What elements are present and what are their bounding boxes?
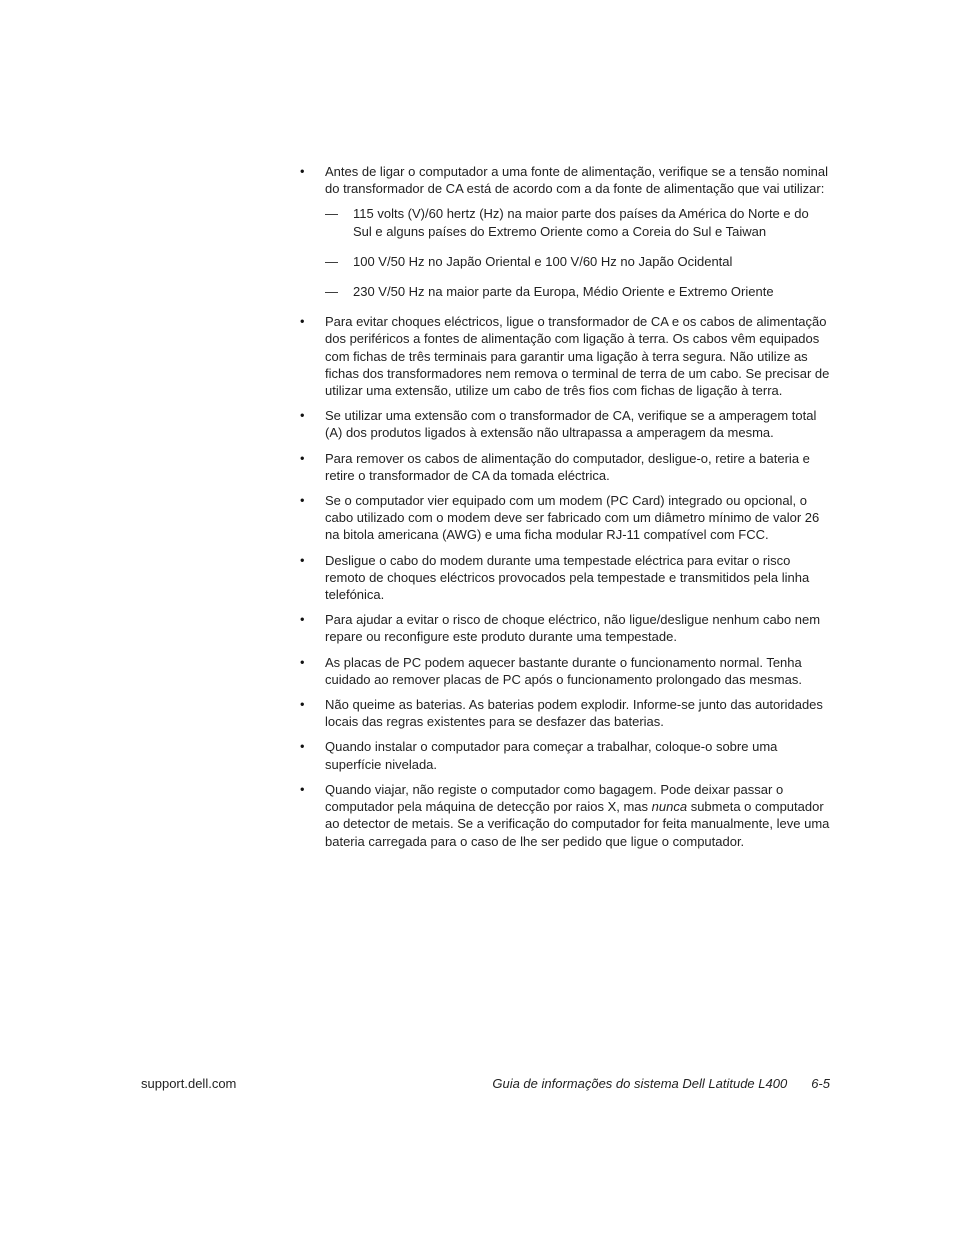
bullet-icon: • (300, 781, 305, 796)
bullet-icon: • (300, 654, 305, 669)
sublist-text: 100 V/50 Hz no Japão Oriental e 100 V/60 Hz no Japão Ocidental (353, 253, 733, 269)
bullet-icon: • (300, 612, 305, 627)
bullet-icon: • (300, 493, 305, 508)
page-number: 6-5 (811, 1076, 830, 1091)
voltage-sublist (325, 205, 830, 300)
bullet-text: Não queime as baterias. As baterias podem explodir. Informe-se junto das autoridades locais das regras existentes para se desfazer das baterias. (325, 697, 823, 730)
bullet-text: Quando instalar o computador para começar a trabalhar, coloque-o sobre uma superfície nivelada. (325, 739, 778, 772)
list-item (300, 654, 830, 688)
list-item (300, 611, 830, 645)
sublist-item (325, 205, 830, 239)
bullet-text: Se o computador vier equipado com um modem (PC Card) integrado ou opcional, o cabo utilizado com o modem deve ser fabricado com um diâmetro mínimo de valor 26 na bitola americana (AWG) e uma ficha modular RJ-11 compatível com FCC. (325, 493, 820, 543)
bullet-text-before: Quando viajar, não registe o computador como bagagem. Pode deixar passar o computador pela máquina de detecção por raios X, mas (325, 781, 784, 815)
bullet-icon: • (300, 450, 305, 465)
sublist-text: 115 volts (V)/60 hertz (Hz) na maior parte dos países da América do Norte e do Sul e alguns países do Extremo Oriente como a Coreia do Sul e Taiwan (353, 206, 809, 239)
bullet-text: Desligue o cabo do modem durante uma tempestade eléctrica para evitar o risco remoto de choques eléctricos provocados pela tempestade e transmitidos pela linha telefónica. (325, 552, 810, 603)
bullet-icon: • (300, 314, 305, 329)
dash-icon: — (325, 284, 338, 300)
bullet-text: As placas de PC podem aquecer bastante durante o funcionamento normal. Tenha cuidado ao remover placas de PC após o funcionamento prolongado das mesmas. (325, 654, 802, 687)
list-item (300, 407, 830, 441)
footer-title (300, 1075, 830, 1092)
list-item (300, 492, 830, 544)
bullet-text: Para remover os cabos de alimentação do computador, desligue-o, retire a bateria e retire o transformador de CA da tomada eléctrica. (325, 450, 810, 483)
list-item (300, 781, 830, 850)
bullet-icon: • (300, 697, 305, 712)
dash-icon: — (325, 253, 338, 269)
bullet-icon: • (300, 408, 305, 423)
list-item (300, 313, 830, 399)
guide-title: Guia de informações do sistema Dell Latitude L400 (492, 1076, 788, 1091)
dash-icon: — (325, 206, 338, 222)
sublist-item (325, 283, 830, 300)
page-content (300, 163, 830, 858)
bullet-text-after: submeta o computador ao detector de metais. Se a verificação do computador for feita manualmente, leve uma bateria carregada para o caso de lhe ser pedido que ligue o computador. (325, 799, 830, 849)
sublist-item (325, 253, 830, 270)
bullet-text: Antes de ligar o computador a uma fonte de alimentação, verifique se a tensão nominal do transformador de CA está de acordo com a da fonte de alimentação que vai utilizar: (325, 164, 828, 197)
list-item (300, 696, 830, 730)
bullet-text: Se utilizar uma extensão com o transformador de CA, verifique se a amperagem total (A) dos produtos ligados à extensão não ultrapassa a amperagem da mesma. (325, 408, 817, 441)
bullet-icon: • (300, 739, 305, 754)
bullet-text: Para evitar choques eléctricos, ligue o transformador de CA e os cabos de alimentação dos periféricos a fontes de alimentação com ligação à terra. Os cabos vêm equipados com fichas de três terminais para garantir uma ligação à terra segura. Não utilize as fichas dos transformadores nem remova o terminal de terra de um cabo. Se precisar de utilizar uma extensão, utilize um cabo de três fios com fichas de ligação à terra. (325, 314, 830, 399)
bullet-icon: • (300, 164, 305, 178)
footer-website: support.dell.com (141, 1076, 237, 1091)
bullet-icon: • (300, 552, 305, 567)
sublist-text: 230 V/50 Hz na maior parte da Europa, Médio Oriente e Extremo Oriente (353, 284, 774, 300)
safety-instructions-list (300, 163, 830, 850)
bullet-emphasis: nunca (651, 799, 688, 815)
list-item (300, 738, 830, 772)
list-item (300, 450, 830, 484)
list-item (300, 163, 830, 300)
list-item (300, 552, 830, 604)
bullet-text: Para ajudar a evitar o risco de choque eléctrico, não ligue/desligue nenhum cabo nem repare ou reconfigure este produto durante uma tempestade. (325, 612, 821, 645)
